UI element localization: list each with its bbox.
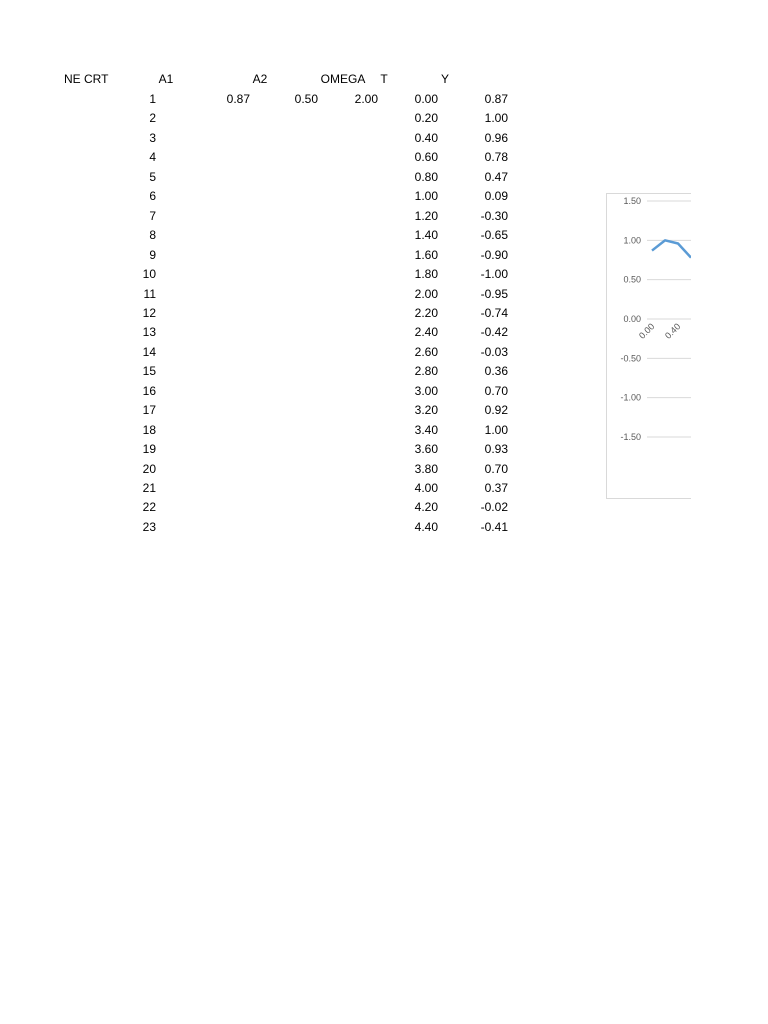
- line-chart[interactable]: [606, 193, 691, 499]
- table-row: [0, 480, 540, 499]
- t-value-cell[interactable]: 2.20: [414, 305, 438, 320]
- x-tick-label: 0.00: [636, 321, 657, 341]
- row-number-cell[interactable]: 22: [142, 500, 156, 515]
- table-row: [0, 363, 540, 382]
- table-row: [0, 519, 540, 538]
- row-number-cell[interactable]: 2: [149, 111, 156, 126]
- row-number-cell[interactable]: 16: [142, 383, 156, 398]
- y-value-cell[interactable]: 0.96: [484, 130, 508, 145]
- y-value-cell[interactable]: -1.00: [480, 267, 508, 282]
- header-omega[interactable]: OMEGA: [320, 72, 366, 86]
- row-number-cell[interactable]: 9: [149, 247, 156, 262]
- table-row: [0, 441, 540, 460]
- t-value-cell[interactable]: 2.60: [414, 344, 438, 359]
- y-value-cell[interactable]: 0.09: [484, 189, 508, 204]
- table-row: [0, 324, 540, 343]
- t-value-cell[interactable]: 3.00: [414, 383, 438, 398]
- t-value-cell[interactable]: 2.40: [414, 325, 438, 340]
- row-number-cell[interactable]: 19: [142, 442, 156, 457]
- row-number-cell[interactable]: 1: [149, 92, 156, 106]
- t-value-cell[interactable]: 0.80: [414, 169, 438, 184]
- t-value-cell[interactable]: 1.40: [414, 228, 438, 243]
- y-tick-label: 0.50: [623, 274, 641, 285]
- table-row: [0, 305, 540, 324]
- y-tick-label: 1.00: [623, 235, 641, 246]
- row-number-cell[interactable]: 12: [142, 305, 156, 320]
- t-value-cell[interactable]: 4.20: [414, 500, 438, 515]
- row-number-cell[interactable]: 23: [142, 519, 156, 534]
- table-row: [0, 461, 540, 480]
- y-value-cell[interactable]: -0.42: [480, 325, 508, 340]
- table-row: [0, 247, 540, 266]
- t-value-cell[interactable]: 1.60: [414, 247, 438, 262]
- table-row: [0, 188, 540, 207]
- table-row: [0, 208, 540, 227]
- row-number-cell[interactable]: 7: [149, 208, 156, 223]
- header-t[interactable]: T: [380, 72, 388, 86]
- y-value-cell[interactable]: 0.78: [484, 150, 508, 165]
- param-a2-value[interactable]: 0.50: [294, 92, 318, 106]
- y-value-cell[interactable]: -0.30: [480, 208, 508, 223]
- y-value-cell[interactable]: 0.37: [484, 481, 508, 495]
- table-row: [0, 422, 540, 441]
- y-tick-label: -0.50: [620, 353, 641, 364]
- row-number-cell[interactable]: 5: [149, 169, 156, 184]
- t-value-cell[interactable]: 1.80: [414, 267, 438, 282]
- header-a2[interactable]: A2: [252, 72, 268, 86]
- t-value-cell[interactable]: 1.20: [414, 208, 438, 223]
- header-ne-crt[interactable]: NE CRT: [64, 72, 109, 86]
- row-number-cell[interactable]: 3: [149, 130, 156, 145]
- t-value-cell[interactable]: 3.60: [414, 442, 438, 457]
- t-value-cell[interactable]: 0.20: [414, 111, 438, 126]
- table-row: [0, 286, 540, 305]
- y-value-cell[interactable]: 0.36: [484, 364, 508, 379]
- row-number-cell[interactable]: 21: [142, 481, 156, 495]
- param-omega-value[interactable]: 2.00: [354, 92, 378, 106]
- table-row: [0, 344, 540, 363]
- row-number-cell[interactable]: 20: [142, 461, 156, 476]
- row-number-cell[interactable]: 14: [142, 344, 156, 359]
- y-value-cell[interactable]: 0.87: [484, 92, 508, 106]
- y-value-cell[interactable]: -0.90: [480, 247, 508, 262]
- table-row: [0, 266, 540, 285]
- row-number-cell[interactable]: 18: [142, 422, 156, 437]
- row-number-cell[interactable]: 6: [149, 189, 156, 204]
- header-y[interactable]: Y: [440, 72, 449, 86]
- y-value-cell[interactable]: -0.03: [480, 344, 508, 359]
- y-value-cell[interactable]: 0.93: [484, 442, 508, 457]
- row-number-cell[interactable]: 15: [142, 364, 156, 379]
- t-value-cell[interactable]: 4.00: [414, 481, 438, 495]
- table-row: [0, 169, 540, 188]
- row-number-cell[interactable]: 13: [142, 325, 156, 340]
- y-tick-label: 0.00: [623, 314, 641, 324]
- row-number-cell[interactable]: 4: [149, 150, 156, 165]
- y-tick-label: -1.50: [620, 432, 641, 442]
- t-value-cell[interactable]: 2.00: [414, 286, 438, 301]
- table-row: [0, 227, 540, 246]
- t-value-cell[interactable]: 0.00: [414, 92, 438, 106]
- t-value-cell[interactable]: 4.40: [414, 519, 438, 534]
- t-value-cell[interactable]: 0.40: [414, 130, 438, 145]
- y-value-cell[interactable]: -0.65: [480, 228, 508, 243]
- t-value-cell[interactable]: 2.80: [414, 364, 438, 379]
- table-row: [0, 149, 540, 168]
- series-line: [652, 240, 691, 257]
- t-value-cell[interactable]: 3.20: [414, 403, 438, 418]
- y-value-cell[interactable]: -0.41: [480, 519, 508, 534]
- row-number-cell[interactable]: 17: [142, 403, 156, 418]
- t-value-cell[interactable]: 3.80: [414, 461, 438, 476]
- row-number-cell[interactable]: 10: [142, 267, 156, 282]
- table-row: [0, 383, 540, 402]
- header-a1[interactable]: A1: [158, 72, 174, 86]
- y-value-cell[interactable]: 0.92: [484, 403, 508, 418]
- t-value-cell[interactable]: 1.00: [414, 189, 438, 204]
- row-number-cell[interactable]: 11: [143, 286, 156, 301]
- y-value-cell[interactable]: -0.74: [480, 305, 508, 320]
- y-tick-label: 1.50: [623, 196, 641, 206]
- t-value-cell[interactable]: 0.60: [414, 150, 438, 165]
- table-row: [0, 91, 540, 110]
- y-value-cell[interactable]: 0.47: [484, 169, 508, 184]
- t-value-cell[interactable]: 3.40: [414, 422, 438, 437]
- y-value-cell[interactable]: 1.00: [484, 422, 508, 437]
- y-value-cell[interactable]: 1.00: [484, 111, 508, 126]
- y-value-cell[interactable]: 0.70: [484, 383, 508, 398]
- x-tick-label: 0.40: [662, 321, 683, 341]
- y-value-cell[interactable]: 0.70: [484, 461, 508, 476]
- y-value-cell[interactable]: -0.95: [480, 286, 508, 301]
- table-row: [0, 110, 540, 129]
- y-tick-label: -1.00: [620, 392, 641, 403]
- table-row: [0, 402, 540, 421]
- param-a1-value[interactable]: 0.87: [226, 92, 250, 106]
- table-row: [0, 499, 540, 518]
- y-value-cell[interactable]: -0.02: [480, 500, 508, 515]
- row-number-cell[interactable]: 8: [149, 228, 156, 243]
- line-chart-plot: [607, 194, 691, 498]
- table-row: [0, 130, 540, 149]
